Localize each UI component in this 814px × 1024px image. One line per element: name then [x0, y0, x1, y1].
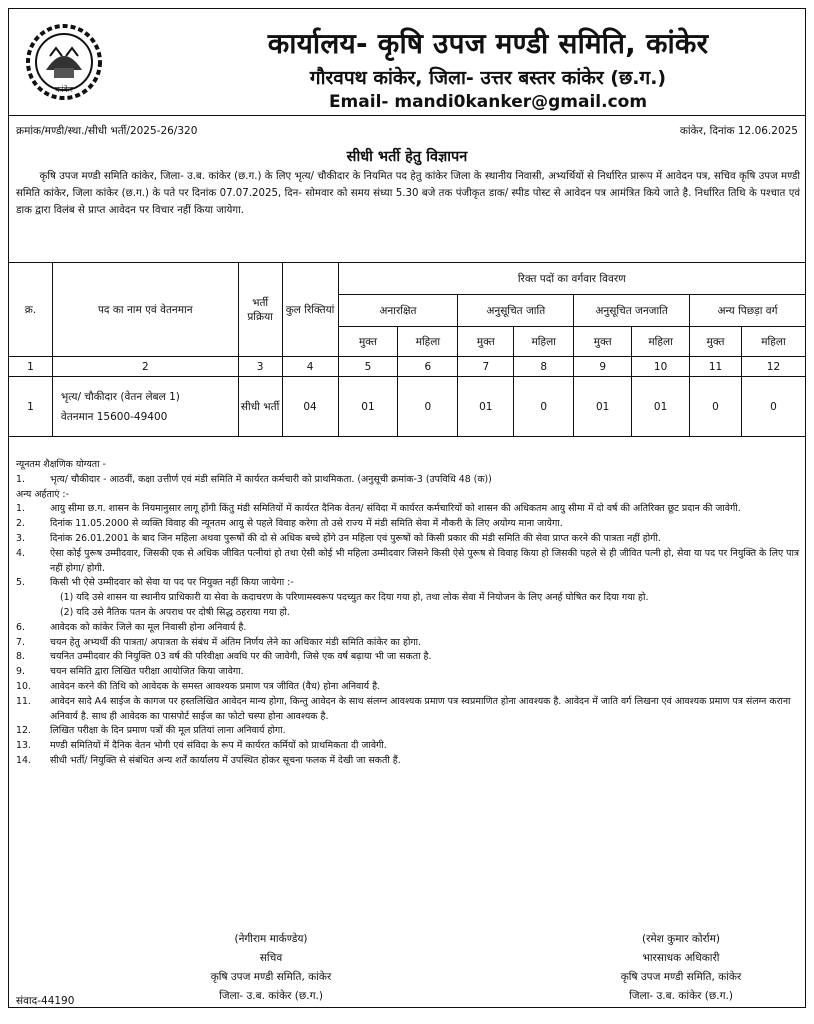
header-sub: मुक्त — [574, 327, 632, 357]
list-item — [16, 547, 800, 577]
signatory-designation: भारसाधक अधिकारी — [642, 952, 720, 964]
header-sub: मुक्त — [458, 327, 514, 357]
cell-value: 01 — [632, 377, 690, 437]
item-number: 5. — [16, 577, 25, 589]
advert-intro — [16, 168, 800, 219]
col-number: 2 — [52, 357, 238, 377]
col-number: 11 — [690, 357, 742, 377]
item-text: आवेदक को कांकेर जिले का मूल निवासी होना अनिवार्य है. — [50, 621, 247, 633]
signatory-org: कृषि उपज मण्डी समिति, कांकेर — [620, 971, 742, 983]
list-item — [16, 754, 800, 769]
conditions-section — [16, 458, 800, 769]
list-item — [16, 650, 800, 665]
item-text: मण्डी समितियों में दैनिक वेतन भोगी एवं संविदा के रूप में कार्यरत कर्मियों को प्राथमिकता दी जावेगी. — [50, 740, 387, 752]
signature-right — [556, 930, 806, 1006]
item-number: 12. — [16, 725, 31, 737]
list-item — [16, 606, 800, 621]
header-sub: महिला — [741, 327, 805, 357]
office-title: कार्यालय- कृषि उपज मण्डी समिति, कांकेर — [267, 27, 709, 60]
list-item — [16, 724, 800, 739]
letterhead — [8, 8, 806, 116]
col-number: 8 — [514, 357, 574, 377]
item-text: आवेदन सादे A4 साईज के कागज पर हस्तलिखित आवेदन मान्य होगा, किन्तु आवेदन के साथ संलग्न आवश्यक प्रमाण पत्र स्वप्रमाणित होना आवश्यक है. आवेदन में जाति वर्ग लिखना एवं आवश्यक प्रमाण पत्र संलग्न कराना अनिवार्य है. साथ ही आवेदक का पासपोर्ट साईज का फोटो चस्पा होना आवश्यक है. — [50, 695, 791, 722]
header-category: अनुसूचित जाति — [458, 295, 574, 327]
reference-number: क्रमांक/मण्डी/स्था./सीधी भर्ती/2025-26/320 — [16, 125, 198, 137]
header-category: अनारक्षित — [338, 295, 458, 327]
other-heading: अन्य अर्हताएं :- — [16, 488, 69, 500]
header-process: भर्ती प्रक्रिया — [238, 263, 282, 357]
item-text: सीधी भर्ती/ नियुक्ति से संबंधित अन्य शर्तें कार्यालय में उपस्थित होकर सूचना फलक में देखी जा सकती हैं. — [50, 754, 401, 766]
signatory-district: जिला- उ.ब. कांकेर (छ.ग.) — [219, 990, 323, 1002]
cell-value: 0 — [398, 377, 458, 437]
header-sub: महिला — [632, 327, 690, 357]
signatory-name: (रमेश कुमार कोर्राम) — [641, 933, 720, 945]
vacancy-table — [8, 262, 806, 437]
item-text: चयनित उम्मीदवार की नियुक्ति 03 वर्ष की परिवीक्षा अवधि पर की जावेगी, जिसे एक वर्ष बढ़ाया भी जा सकता है. — [50, 651, 432, 663]
header-category: अन्य पिछड़ा वर्ग — [690, 295, 806, 327]
list-item — [16, 502, 800, 517]
header-sno: क्र. — [9, 263, 53, 357]
cell-value: 01 — [338, 377, 398, 437]
item-text: (2) यदि उसे नैतिक पतन के अपराध पर दोषी सिद्ध ठहराया गया हो. — [60, 606, 290, 618]
cell-post — [52, 377, 238, 437]
header-total: कुल रिक्तियां — [282, 263, 338, 357]
item-text: लिखित परीक्षा के दिन प्रमाण पत्रों की मूल प्रतियां लाना अनिवार्य होगा. — [50, 725, 286, 737]
cell-value: 0 — [690, 377, 742, 437]
list-item — [16, 621, 800, 636]
education-heading: न्यूनतम शैक्षणिक योग्यता - — [16, 459, 106, 470]
item-number: 7. — [16, 636, 25, 648]
item-text: आयु सीमा छ.ग. शासन के नियमानुसार लागू होंगी किंतु मंडी समितियों में कार्यरत दैनिक वेतन/ संविदा में कार्यरत कर्मचारियों को शासन की अधिकतम आयु सीमा में दो वर्ष की अतिरिक्त छूट प्रदान की जावेगी. — [50, 503, 741, 515]
office-address: गौरवपथ कांकेर, जिला- उत्तर बस्तर कांकेर (छ.ग.) — [309, 67, 667, 89]
cell-value: 0 — [514, 377, 574, 437]
item-number: 9. — [16, 666, 25, 678]
cell-value: 01 — [458, 377, 514, 437]
col-number: 9 — [574, 357, 632, 377]
item-text: किसी भी ऐसे उम्मीदवार को सेवा या पद पर नियुक्त नहीं किया जायेगा :- — [50, 577, 294, 589]
list-item — [16, 532, 800, 547]
list-item — [16, 576, 800, 591]
cell-value: 0 — [741, 377, 805, 437]
header-sub: महिला — [398, 327, 458, 357]
list-item — [16, 665, 800, 680]
advert-intro-text: कृषि उपज मण्डी समिति कांकेर, जिला- उ.ब. कांकेर (छ.ग.) के लिए भृत्य/ चौकीदार के नियमित पद हेतु कांकेर जिला के स्थानीय निवासी, अभ्यर्थियों से निर्धारित प्रारूप में आवेदन पत्र, सचिव कृषि उपज मण्डी समिति कांकेर, जिला कांकेर (छ.ग.) के पते पर दिनांक 07.07.2025, दिन- सोमवार को समय संध्या 5.30 बजे तक पंजीकृत डाक/ स्पीड पोस्ट से आवेदन पत्र आमंत्रित किये जाते है. निर्धारित तिथि के पश्चात एवं डाक द्वारा विलंब से प्राप्त आवेदन पर विचार नहीं किया जायेगा. — [16, 171, 800, 216]
item-number: 6. — [16, 621, 25, 633]
col-number: 7 — [458, 357, 514, 377]
signatory-district: जिला- उ.ब. कांकेर (छ.ग.) — [629, 990, 733, 1002]
signatory-name: (नेगीराम मार्कण्डेय) — [234, 933, 308, 945]
samvad-number: संवाद-44190 — [16, 995, 75, 1007]
item-number: 2. — [16, 518, 25, 530]
col-number: 4 — [282, 357, 338, 377]
cell-sno: 1 — [9, 377, 53, 437]
list-item — [16, 695, 800, 725]
list-item — [16, 591, 800, 606]
mandi-emblem-icon — [24, 22, 104, 102]
list-item — [16, 739, 800, 754]
item-number: 13. — [16, 740, 31, 752]
header-category-group: रिक्त पदों का वर्गवार विवरण — [338, 263, 805, 295]
list-item — [16, 680, 800, 695]
signatory-designation: सचिव — [259, 952, 283, 964]
item-text: (1) यदि उसे शासन या स्थानीय प्राधिकारी या सेवा के कदाचरण के परिणामस्वरूप पदच्युत कर दिया गया हो, तथा लोक सेवा में नियोजन के लिए अनर्ह घोषित कर दिया गया हो. — [60, 592, 649, 604]
item-text: आवेदन करने की तिथि को आवेदक के समस्त आवश्यक प्रमाण पत्र जीवित (वैध) होना अनिवार्य है. — [50, 680, 381, 692]
header-sub: मुक्त — [338, 327, 398, 357]
list-item — [16, 473, 800, 488]
item-number: 8. — [16, 651, 25, 663]
item-number: 1. — [16, 473, 25, 485]
item-text: दिनांक 26.01.2001 के बाद जिन महिला अथवा पुरूषों की दो से अधिक बच्चे होंगे उन महिला एवं पुरूषों को किसी प्रकार की मंडी समिति की सेवा प्राप्त करने की पात्रता नहीं होगी. — [50, 532, 661, 544]
reference-date: कांकेर, दिनांक 12.06.2025 — [679, 125, 798, 137]
col-number: 6 — [398, 357, 458, 377]
item-text: चयन समिति द्वारा लिखित परीक्षा आयोजित किया जावेगा. — [50, 666, 244, 678]
header-category: अनुसूचित जनजाति — [574, 295, 690, 327]
item-text: भृत्य/ चौकीदार - आठवीं, कक्षा उत्तीर्ण एवं मंडी समिति में कार्यरत कर्मचारी को प्राथमिकता. (अनुसूची क्रमांक-3 (उपविधि 48 (क)) — [50, 473, 492, 485]
item-text: ऐसा कोई पुरूष उम्मीदवार, जिसकी एक से अधिक जीवित पत्नीयां हो तथा ऐसी कोई भी महिला उम्मीदवार जिसने किसी ऐसे पुरूष से विवाह किया हो जिसकी पहले से ही जीवित पत्नी हो, सेवा या पद पर नियुक्ति के लिए पात्र नहीं होगा/ होगी. — [50, 547, 800, 574]
post-payscale: वेतनमान 15600-49400 — [60, 410, 168, 423]
item-number: 3. — [16, 532, 25, 544]
vacancy-table-wrap — [8, 262, 806, 437]
list-item — [16, 636, 800, 651]
col-number: 3 — [238, 357, 282, 377]
signature-left — [166, 930, 376, 1006]
col-number: 12 — [741, 357, 805, 377]
cell-process: सीधी भर्ती — [238, 377, 282, 437]
post-title: भृत्य/ चौकीदार (वेतन लेबल 1) — [60, 390, 180, 403]
item-text: दिनांक 11.05.2000 से व्यक्ति विवाह की न्यूनतम आयु से पहले विवाह करेगा तो उसे राज्य में मंडी समिति सेवा में नौकरी के लिए अयोग्य माना जायेगा. — [50, 518, 563, 530]
col-number: 10 — [632, 357, 690, 377]
list-item — [16, 517, 800, 532]
signatory-org: कृषि उपज मण्डी समिति, कांकेर — [210, 971, 332, 983]
office-email: Email- mandi0kanker@gmail.com — [328, 92, 648, 112]
cell-value: 01 — [574, 377, 632, 437]
item-number: 10. — [16, 680, 31, 692]
header-post: पद का नाम एवं वेतनमान — [52, 263, 238, 357]
conditions-list — [16, 502, 800, 768]
item-number: 1. — [16, 503, 25, 515]
header-sub: महिला — [514, 327, 574, 357]
col-number: 5 — [338, 357, 398, 377]
item-number: 4. — [16, 547, 25, 559]
cell-total: 04 — [282, 377, 338, 437]
advert-title: सीधी भर्ती हेतु विज्ञापन — [346, 149, 468, 165]
emblem-caption: कांकेर — [55, 85, 73, 94]
item-number: 14. — [16, 754, 31, 766]
header-sub: मुक्त — [690, 327, 742, 357]
item-number: 11. — [16, 695, 31, 707]
table-row — [9, 377, 806, 437]
item-text: चयन हेतु अभ्यर्थी की पात्रता/ अपात्रता के संबंध में अंतिम निर्णय लेने का अधिकार मंडी समिति कांकेर का होगा. — [50, 636, 422, 648]
col-number: 1 — [9, 357, 53, 377]
